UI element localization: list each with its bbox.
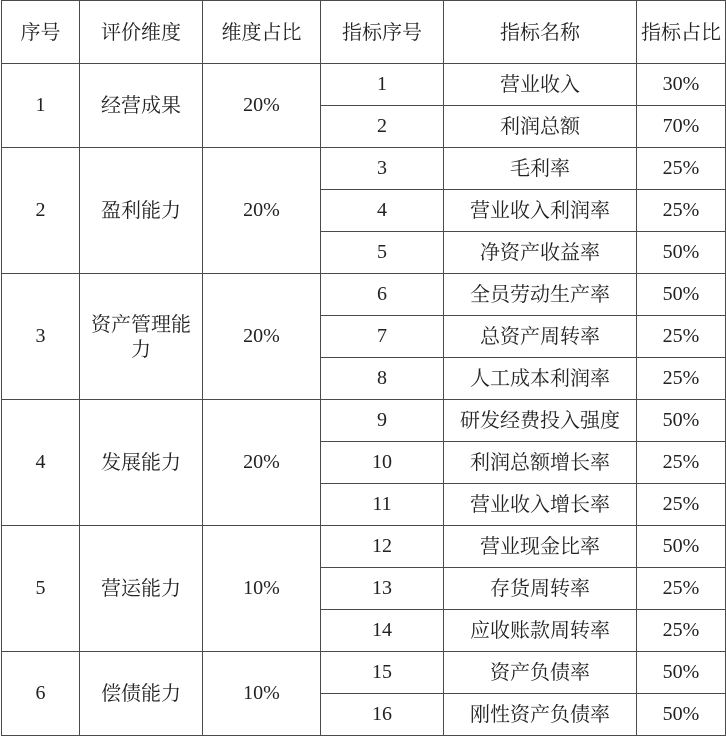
indicator-ratio-cell: 25%: [637, 568, 726, 610]
indicator-ratio-cell: 25%: [637, 442, 726, 484]
header-indicator-ratio: 指标占比: [637, 1, 726, 64]
dimension-ratio-cell: 20%: [203, 64, 321, 148]
indicator-ratio-cell: 25%: [637, 148, 726, 190]
indicator-no-cell: 12: [321, 526, 444, 568]
indicator-ratio-cell: 25%: [637, 358, 726, 400]
indicator-no-cell: 6: [321, 274, 444, 316]
indicator-name-cell: 营业收入利润率: [444, 190, 637, 232]
indicator-ratio-cell: 50%: [637, 400, 726, 442]
indicator-name-cell: 应收账款周转率: [444, 610, 637, 652]
dimension-ratio-cell: 20%: [203, 274, 321, 400]
indicator-no-cell: 2: [321, 106, 444, 148]
indicator-no-cell: 8: [321, 358, 444, 400]
indicator-ratio-cell: 50%: [637, 694, 726, 736]
indicator-name-cell: 资产负债率: [444, 652, 637, 694]
indicator-ratio-cell: 25%: [637, 484, 726, 526]
indicator-no-cell: 11: [321, 484, 444, 526]
indicator-name-cell: 利润总额: [444, 106, 637, 148]
indicator-no-cell: 7: [321, 316, 444, 358]
indicator-no-cell: 5: [321, 232, 444, 274]
evaluation-indicator-table: [1, 0, 726, 736]
indicator-name-cell: 净资产收益率: [444, 232, 637, 274]
group-seq-cell: 5: [2, 526, 80, 652]
indicator-no-cell: 9: [321, 400, 444, 442]
indicator-name-cell: 毛利率: [444, 148, 637, 190]
dimension-cell: 偿债能力: [80, 652, 203, 736]
group-seq-cell: 6: [2, 652, 80, 736]
table-row: [2, 400, 726, 442]
group-seq-cell: 1: [2, 64, 80, 148]
group-seq-cell: 3: [2, 274, 80, 400]
indicator-no-cell: 14: [321, 610, 444, 652]
indicator-name-cell: 营业收入增长率: [444, 484, 637, 526]
indicator-ratio-cell: 50%: [637, 652, 726, 694]
dimension-cell: 发展能力: [80, 400, 203, 526]
indicator-name-cell: 刚性资产负债率: [444, 694, 637, 736]
dimension-ratio-cell: 20%: [203, 148, 321, 274]
indicator-name-cell: 全员劳动生产率: [444, 274, 637, 316]
header-seq: 序号: [2, 1, 80, 64]
indicator-name-cell: 人工成本利润率: [444, 358, 637, 400]
group-seq-cell: 2: [2, 148, 80, 274]
dimension-cell: 营运能力: [80, 526, 203, 652]
indicator-no-cell: 13: [321, 568, 444, 610]
indicator-ratio-cell: 25%: [637, 316, 726, 358]
indicator-name-cell: 利润总额增长率: [444, 442, 637, 484]
table-row: [2, 148, 726, 190]
indicator-no-cell: 16: [321, 694, 444, 736]
indicator-ratio-cell: 25%: [637, 190, 726, 232]
indicator-ratio-cell: 50%: [637, 526, 726, 568]
indicator-name-cell: 营业收入: [444, 64, 637, 106]
header-indicator-seq: 指标序号: [321, 1, 444, 64]
header-indicator-name: 指标名称: [444, 1, 637, 64]
table-row: [2, 526, 726, 568]
indicator-ratio-cell: 50%: [637, 232, 726, 274]
indicator-ratio-cell: 25%: [637, 610, 726, 652]
table-row: [2, 652, 726, 694]
indicator-name-cell: 总资产周转率: [444, 316, 637, 358]
dimension-ratio-cell: 10%: [203, 652, 321, 736]
header-dimension-ratio: 维度占比: [203, 1, 321, 64]
dimension-ratio-cell: 10%: [203, 526, 321, 652]
group-seq-cell: 4: [2, 400, 80, 526]
indicator-name-cell: 研发经费投入强度: [444, 400, 637, 442]
indicator-no-cell: 10: [321, 442, 444, 484]
indicator-name-cell: 存货周转率: [444, 568, 637, 610]
indicator-name-cell: 营业现金比率: [444, 526, 637, 568]
dimension-cell: 经营成果: [80, 64, 203, 148]
table-row: [2, 274, 726, 316]
table-row: [2, 64, 726, 106]
indicator-no-cell: 4: [321, 190, 444, 232]
table-body: [2, 64, 726, 736]
indicator-no-cell: 1: [321, 64, 444, 106]
indicator-ratio-cell: 70%: [637, 106, 726, 148]
dimension-cell: 资产管理能力: [80, 274, 203, 400]
header-dimension: 评价维度: [80, 1, 203, 64]
indicator-no-cell: 15: [321, 652, 444, 694]
header-row: [2, 1, 726, 64]
indicator-ratio-cell: 50%: [637, 274, 726, 316]
dimension-cell: 盈利能力: [80, 148, 203, 274]
dimension-ratio-cell: 20%: [203, 400, 321, 526]
indicator-no-cell: 3: [321, 148, 444, 190]
indicator-ratio-cell: 30%: [637, 64, 726, 106]
